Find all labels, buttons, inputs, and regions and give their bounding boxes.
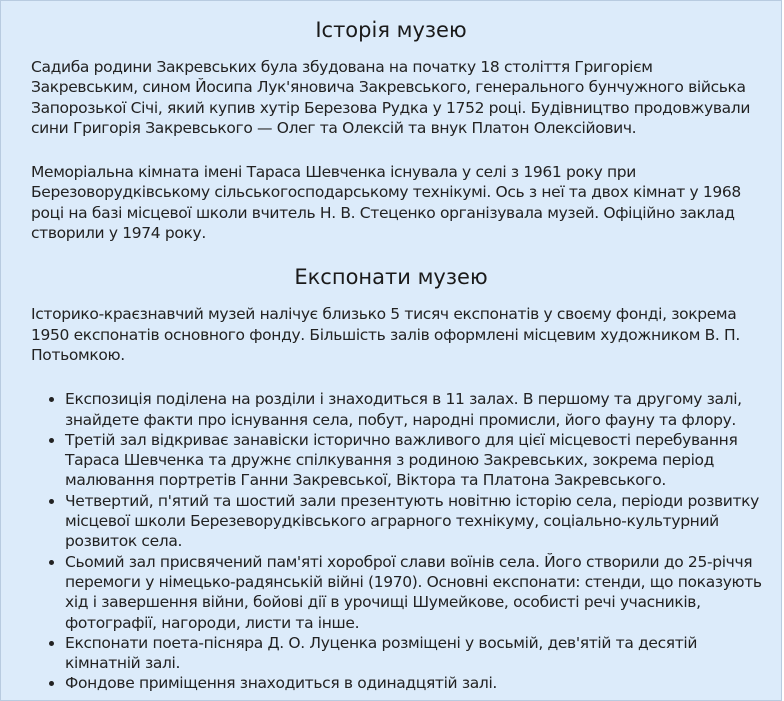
list-item: • Фондове приміщення знаходиться в одинадцятій залі.: [65, 673, 763, 693]
exhibits-intro-paragraph: Історико-краєзнавчий музей налічує близько 5 тисяч експонатів у своєму фонді, зокрема 1950 експонатів основного фонду. Більшість залів оформлені місцевим художником В. П. Потьомкою.: [31, 305, 740, 364]
exhibits-hall-list: [1, 389, 781, 693]
list-item: • Експонати поета-пісняра Д. О. Луценка розміщені у восьмій, дев'ятій та десятій кімнатній залі.: [65, 633, 763, 674]
history-paragraph: Садиба родини Закревських була збудована на початку 18 століття Григорієм Закревським, сином Йосипа Лук'яновича Закревського, генерального бунчужного війська Запорозької Січі, який купив хутір Березова Рудка у 1752 році. Будівництво продовжували сини Григорія Закревського — Олег та Олексій та внук Платон Олексійович.: [31, 58, 751, 137]
exhibits-section-title: Експонати музею: [294, 265, 488, 290]
history-paragraph: Меморіальна кімната імені Тараса Шевченка існувала у селі з 1961 року при Березоворудківському сільськогосподарському технікумі. Ось з неї та двох кімнат у 1968 році на базі місцевої школи вчитель Н. В. Стеценко організувала музей. Офіційно заклад створили у 1974 року.: [31, 163, 741, 243]
list-item: • Сьомий зал присвячений пам'яті хороброї слави воїнів села. Його створили до 25-річчя перемоги у німецько-радянській війні (1970). Основні експонати: стенди, що показують хід і завершення війни, бойові дії в урочищі Шумейкове, особисті речі учасників, фотографії, нагороди, листи та інше.: [65, 552, 763, 633]
history-section-title: Історія музею: [315, 18, 467, 42]
list-item: • Четвертий, п'ятий та шостий зали презентують новітню історію села, періоди розвитку місцевої школи Березеворудківського аграрного технікуму, соціально-культурний розвиток села.: [65, 491, 763, 552]
list-item: • Третій зал відкриває занавіски історично важливого для цієї місцевості перебування Тараса Шевченка та дружнє спілкування з родиною Закревських, зокрема період малювання портретів Ганни Закревської, Віктора та Платона Закревського.: [65, 430, 763, 491]
list-item: • Експозиція поділена на розділи і знаходиться в 11 залах. В першому та другому залі, знайдете факти про існування села, побут, народні промисли, його фауну та флору.: [65, 389, 763, 430]
